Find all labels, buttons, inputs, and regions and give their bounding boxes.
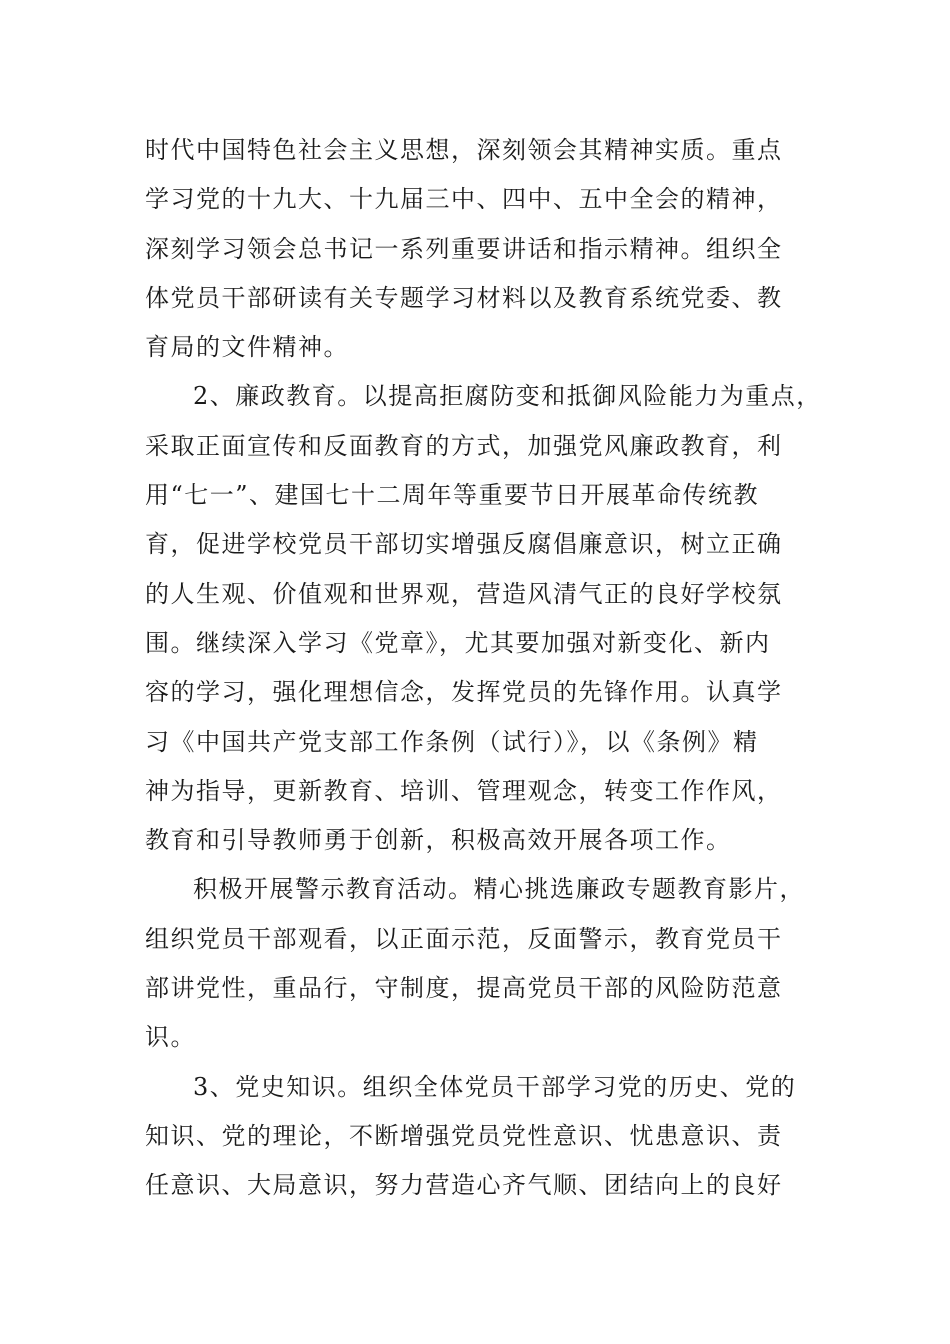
text-line: 育局的文件精神。: [145, 333, 349, 362]
text-line: 积极开展警示教育活动。精心挑选廉政专题教育影片，: [193, 875, 805, 904]
paragraph-2: [145, 372, 822, 865]
text-line: 容的学习，强化理想信念，发挥党员的先锋作用。认真学: [145, 678, 783, 707]
body-text: [145, 126, 822, 1211]
text-line: 习《中国共产党支部工作条例（试行）》，以《条例》精: [145, 727, 759, 756]
text-line: 知识、党的理论，不断增强党员党性意识、忧患意识、责: [145, 1121, 783, 1150]
paragraph-1: [145, 126, 817, 372]
text-line: 组织党员干部观看，以正面示范，反面警示，教育党员干: [145, 924, 783, 953]
text-line: 的人生观、价值观和世界观，营造风清气正的良好学校氛: [145, 579, 783, 608]
text-line: 育，促进学校党员干部切实增强反腐倡廉意识，树立正确: [145, 530, 783, 559]
paragraph-3: [145, 865, 817, 1062]
text-line: 深刻学习领会总书记一系列重要讲话和指示精神。组织全: [145, 234, 783, 263]
text-line: 学习党的十九大、十九届三中、四中、五中全会的精神，: [145, 185, 783, 214]
paragraph-4: [145, 1063, 817, 1211]
text-line: 任意识、大局意识，努力营造心齐气顺、团结向上的良好: [145, 1171, 783, 1200]
text-line: 体党员干部研读有关专题学习材料以及教育系统党委、教: [145, 283, 783, 312]
text-line: 部讲党性，重品行，守制度，提高党员干部的风险防范意: [145, 974, 783, 1003]
text-line: 用“七一”、建国七十二周年等重要节日开展革命传统教: [145, 481, 760, 510]
text-line: 采取正面宣传和反面教育的方式，加强党风廉政教育，利: [145, 431, 783, 460]
text-line: 3、党史知识。组织全体党员干部学习党的历史、党的: [193, 1072, 797, 1101]
text-line: 时代中国特色社会主义思想，深刻领会其精神实质。重点: [145, 136, 783, 164]
text-line: 围。继续深入学习《党章》，尤其要加强对新变化、新内: [145, 628, 771, 657]
text-line: 2、廉政教育。以提高拒腐防变和抵御风险能力为重点，: [193, 382, 822, 411]
text-line: 神为指导，更新教育、培训、管理观念，转变工作作风，: [145, 776, 783, 805]
text-line: 教育和引导教师勇于创新，积极高效开展各项工作。: [145, 826, 732, 855]
text-line: 识。: [145, 1023, 196, 1052]
